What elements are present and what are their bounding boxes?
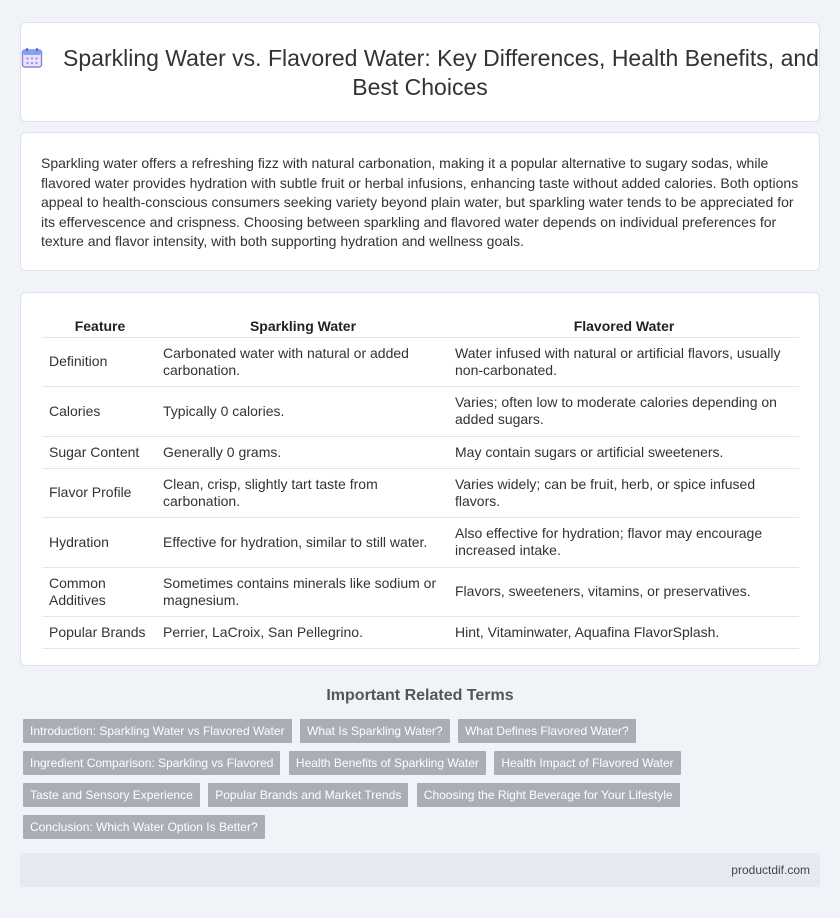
comparison-table: [43, 313, 799, 649]
sparkling-cell: Typically 0 calories.: [157, 386, 449, 436]
related-term-tag[interactable]: Popular Brands and Market Trends: [208, 783, 408, 807]
column-header-flavored: Flavored Water: [449, 313, 799, 337]
related-term-tag[interactable]: Taste and Sensory Experience: [23, 783, 200, 807]
feature-cell: Popular Brands: [43, 616, 157, 648]
related-term-tag[interactable]: Introduction: Sparkling Water vs Flavored Water: [23, 719, 292, 743]
table-row: [43, 517, 799, 567]
feature-cell: Calories: [43, 386, 157, 436]
flavored-cell: May contain sugars or artificial sweeteners.: [449, 436, 799, 468]
related-term-tag[interactable]: What Is Sparkling Water?: [300, 719, 450, 743]
page-title: [21, 44, 819, 102]
related-term-tag[interactable]: Choosing the Right Beverage for Your Lifestyle: [417, 783, 680, 807]
footer-site-name[interactable]: productdif.com: [731, 863, 810, 877]
sparkling-cell: Perrier, LaCroix, San Pellegrino.: [157, 616, 449, 648]
sparkling-cell: Carbonated water with natural or added carbonation.: [157, 337, 449, 386]
flavored-cell: Hint, Vitaminwater, Aquafina FlavorSplash.: [449, 616, 799, 648]
feature-cell: Sugar Content: [43, 436, 157, 468]
flavored-cell: Water infused with natural or artificial flavors, usually non-carbonated.: [449, 337, 799, 386]
header-card: [20, 22, 820, 122]
related-terms-heading: Important Related Terms: [326, 687, 514, 704]
feature-cell: Flavor Profile: [43, 468, 157, 517]
intro-paragraph: Sparkling water offers a refreshing fizz with natural carbonation, making it a popular alternative to sugary sodas, while flavored water provides hydration with subtle fruit or herbal infusions, enhancing taste without added calories. Both options appeal to health-conscious consumers seeking variety beyond plain water, but sparkling water tends to be appreciated for its effervescence and crispness. Choosing between sparkling and flavored water depends on individual preferences for texture and flavor intensity, with both supporting hydration and wellness goals.: [41, 155, 799, 250]
flavored-cell: Varies; often low to moderate calories depending on added sugars.: [449, 386, 799, 436]
footer: [20, 853, 820, 887]
intro-card: [20, 132, 820, 271]
related-term-tag[interactable]: Ingredient Comparison: Sparkling vs Flavored: [23, 751, 280, 775]
sparkling-cell: Effective for hydration, similar to still water.: [157, 517, 449, 567]
related-term-tag[interactable]: Conclusion: Which Water Option Is Better?: [23, 815, 265, 839]
column-header-feature: Feature: [43, 313, 157, 337]
comparison-table-card: [20, 292, 820, 666]
sparkling-cell: Generally 0 grams.: [157, 436, 449, 468]
flavored-cell: Flavors, sweeteners, vitamins, or preservatives.: [449, 567, 799, 616]
feature-cell: Hydration: [43, 517, 157, 567]
feature-cell: Common Additives: [43, 567, 157, 616]
table-row: [43, 468, 799, 517]
column-header-sparkling: Sparkling Water: [157, 313, 449, 337]
page-title-text: Sparkling Water vs. Flavored Water: Key Differences, Health Benefits, and Best Choices: [63, 45, 819, 100]
table-header-row: [43, 313, 799, 337]
related-term-tag[interactable]: What Defines Flavored Water?: [458, 719, 636, 743]
table-row: [43, 616, 799, 648]
table-row: [43, 337, 799, 386]
header-inner: [21, 44, 819, 102]
sparkling-cell: Sometimes contains minerals like sodium or magnesium.: [157, 567, 449, 616]
sparkling-cell: Clean, crisp, slightly tart taste from carbonation.: [157, 468, 449, 517]
related-term-tag[interactable]: Health Benefits of Sparkling Water: [289, 751, 486, 775]
related-terms-list: [23, 719, 803, 847]
table-row: [43, 436, 799, 468]
feature-cell: Definition: [43, 337, 157, 386]
related-term-tag[interactable]: Health Impact of Flavored Water: [494, 751, 680, 775]
table-row: [43, 567, 799, 616]
flavored-cell: Varies widely; can be fruit, herb, or spice infused flavors.: [449, 468, 799, 517]
table-row: [43, 386, 799, 436]
calendar-icon: [21, 47, 43, 69]
flavored-cell: Also effective for hydration; flavor may encourage increased intake.: [449, 517, 799, 567]
